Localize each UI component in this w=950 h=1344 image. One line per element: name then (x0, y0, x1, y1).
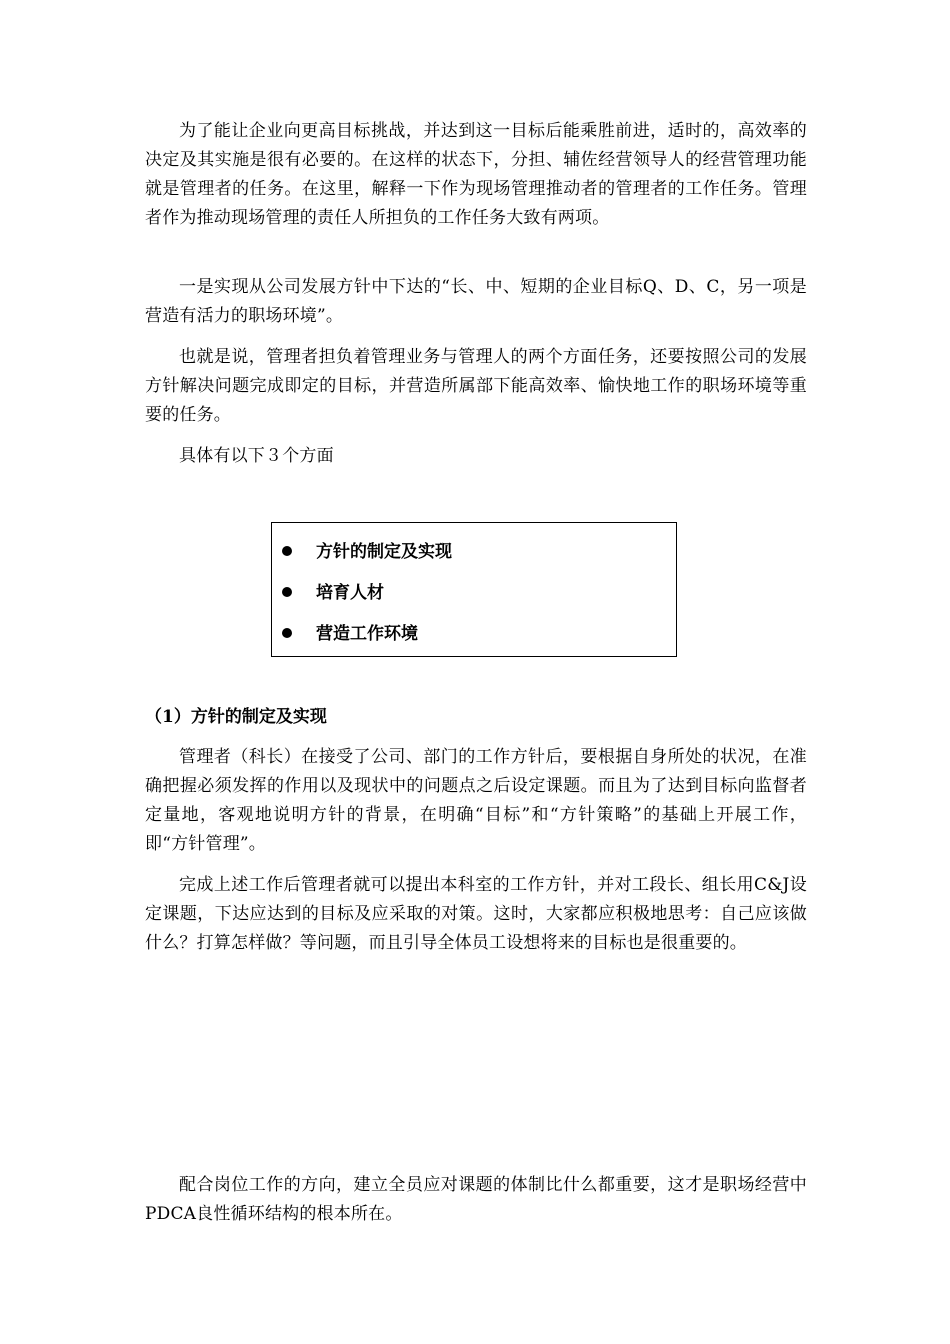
bullet-icon (282, 546, 292, 556)
aspect-item (282, 620, 452, 661)
section-heading: （1）方针的制定及实现 (145, 707, 327, 727)
aspect-label: 方针的制定及实现 (316, 542, 452, 562)
paragraph-explanation: 也就是说，管理者担负着管理业务与管理人的两个方面任务，还要按照公司的发展方针解决问题完成即定的目标，并营造所属部下能高效率、愉快地工作的职场环境等重要的任务。 (145, 347, 807, 425)
aspects-box (271, 522, 677, 657)
aspect-item (282, 579, 452, 620)
bullet-icon (282, 587, 292, 597)
aspects-list (282, 538, 452, 661)
paragraph-pdca: 配合岗位工作的方向，建立全员应对课题的体制比什么都重要，这才是职场经营中PDCA良性循环结构的根本所在。 (145, 1175, 807, 1224)
paragraph-two-tasks: 一是实现从公司发展方针中下达的“长、中、短期的企业目标Q、D、C，另一项是营造有活力的职场环境”。 (145, 277, 807, 326)
paragraph-intro: 为了能让企业向更高目标挑战，并达到这一目标后能乘胜前进，适时的，高效率的决定及其实施是很有必要的。在这样的状态下，分担、辅佐经营领导人的经营管理功能就是管理者的任务。在这里，解释一下作为现场管理推动者的管理者的工作任务。管理者作为推动现场管理的责任人所担负的工作任务大致有两项。 (145, 121, 807, 228)
paragraph-policy-management: 管理者（科长）在接受了公司、部门的工作方针后，要根据自身所处的状况，在准确把握必须发挥的作用以及现状中的问题点之后设定课题。而且为了达到目标向监督者定量地，客观地说明方针的背景，在明确“目标”和“方针策略”的基础上开展工作，即“方针管理”。 (145, 747, 807, 854)
aspect-label: 培育人材 (316, 583, 384, 603)
paragraph-three-aspects: 具体有以下３个方面 (179, 446, 334, 466)
aspect-item (282, 538, 452, 579)
paragraph-work-policy: 完成上述工作后管理者就可以提出本科室的工作方针，并对工段长、组长用C&J设定课题，下达应达到的目标及应采取的对策。这时，大家都应积极地思考：自己应该做什么？打算怎样做？等问题，而且引导全体员工设想将来的目标也是很重要的。 (145, 875, 807, 953)
bullet-icon (282, 628, 292, 638)
aspect-label: 营造工作环境 (316, 624, 418, 644)
